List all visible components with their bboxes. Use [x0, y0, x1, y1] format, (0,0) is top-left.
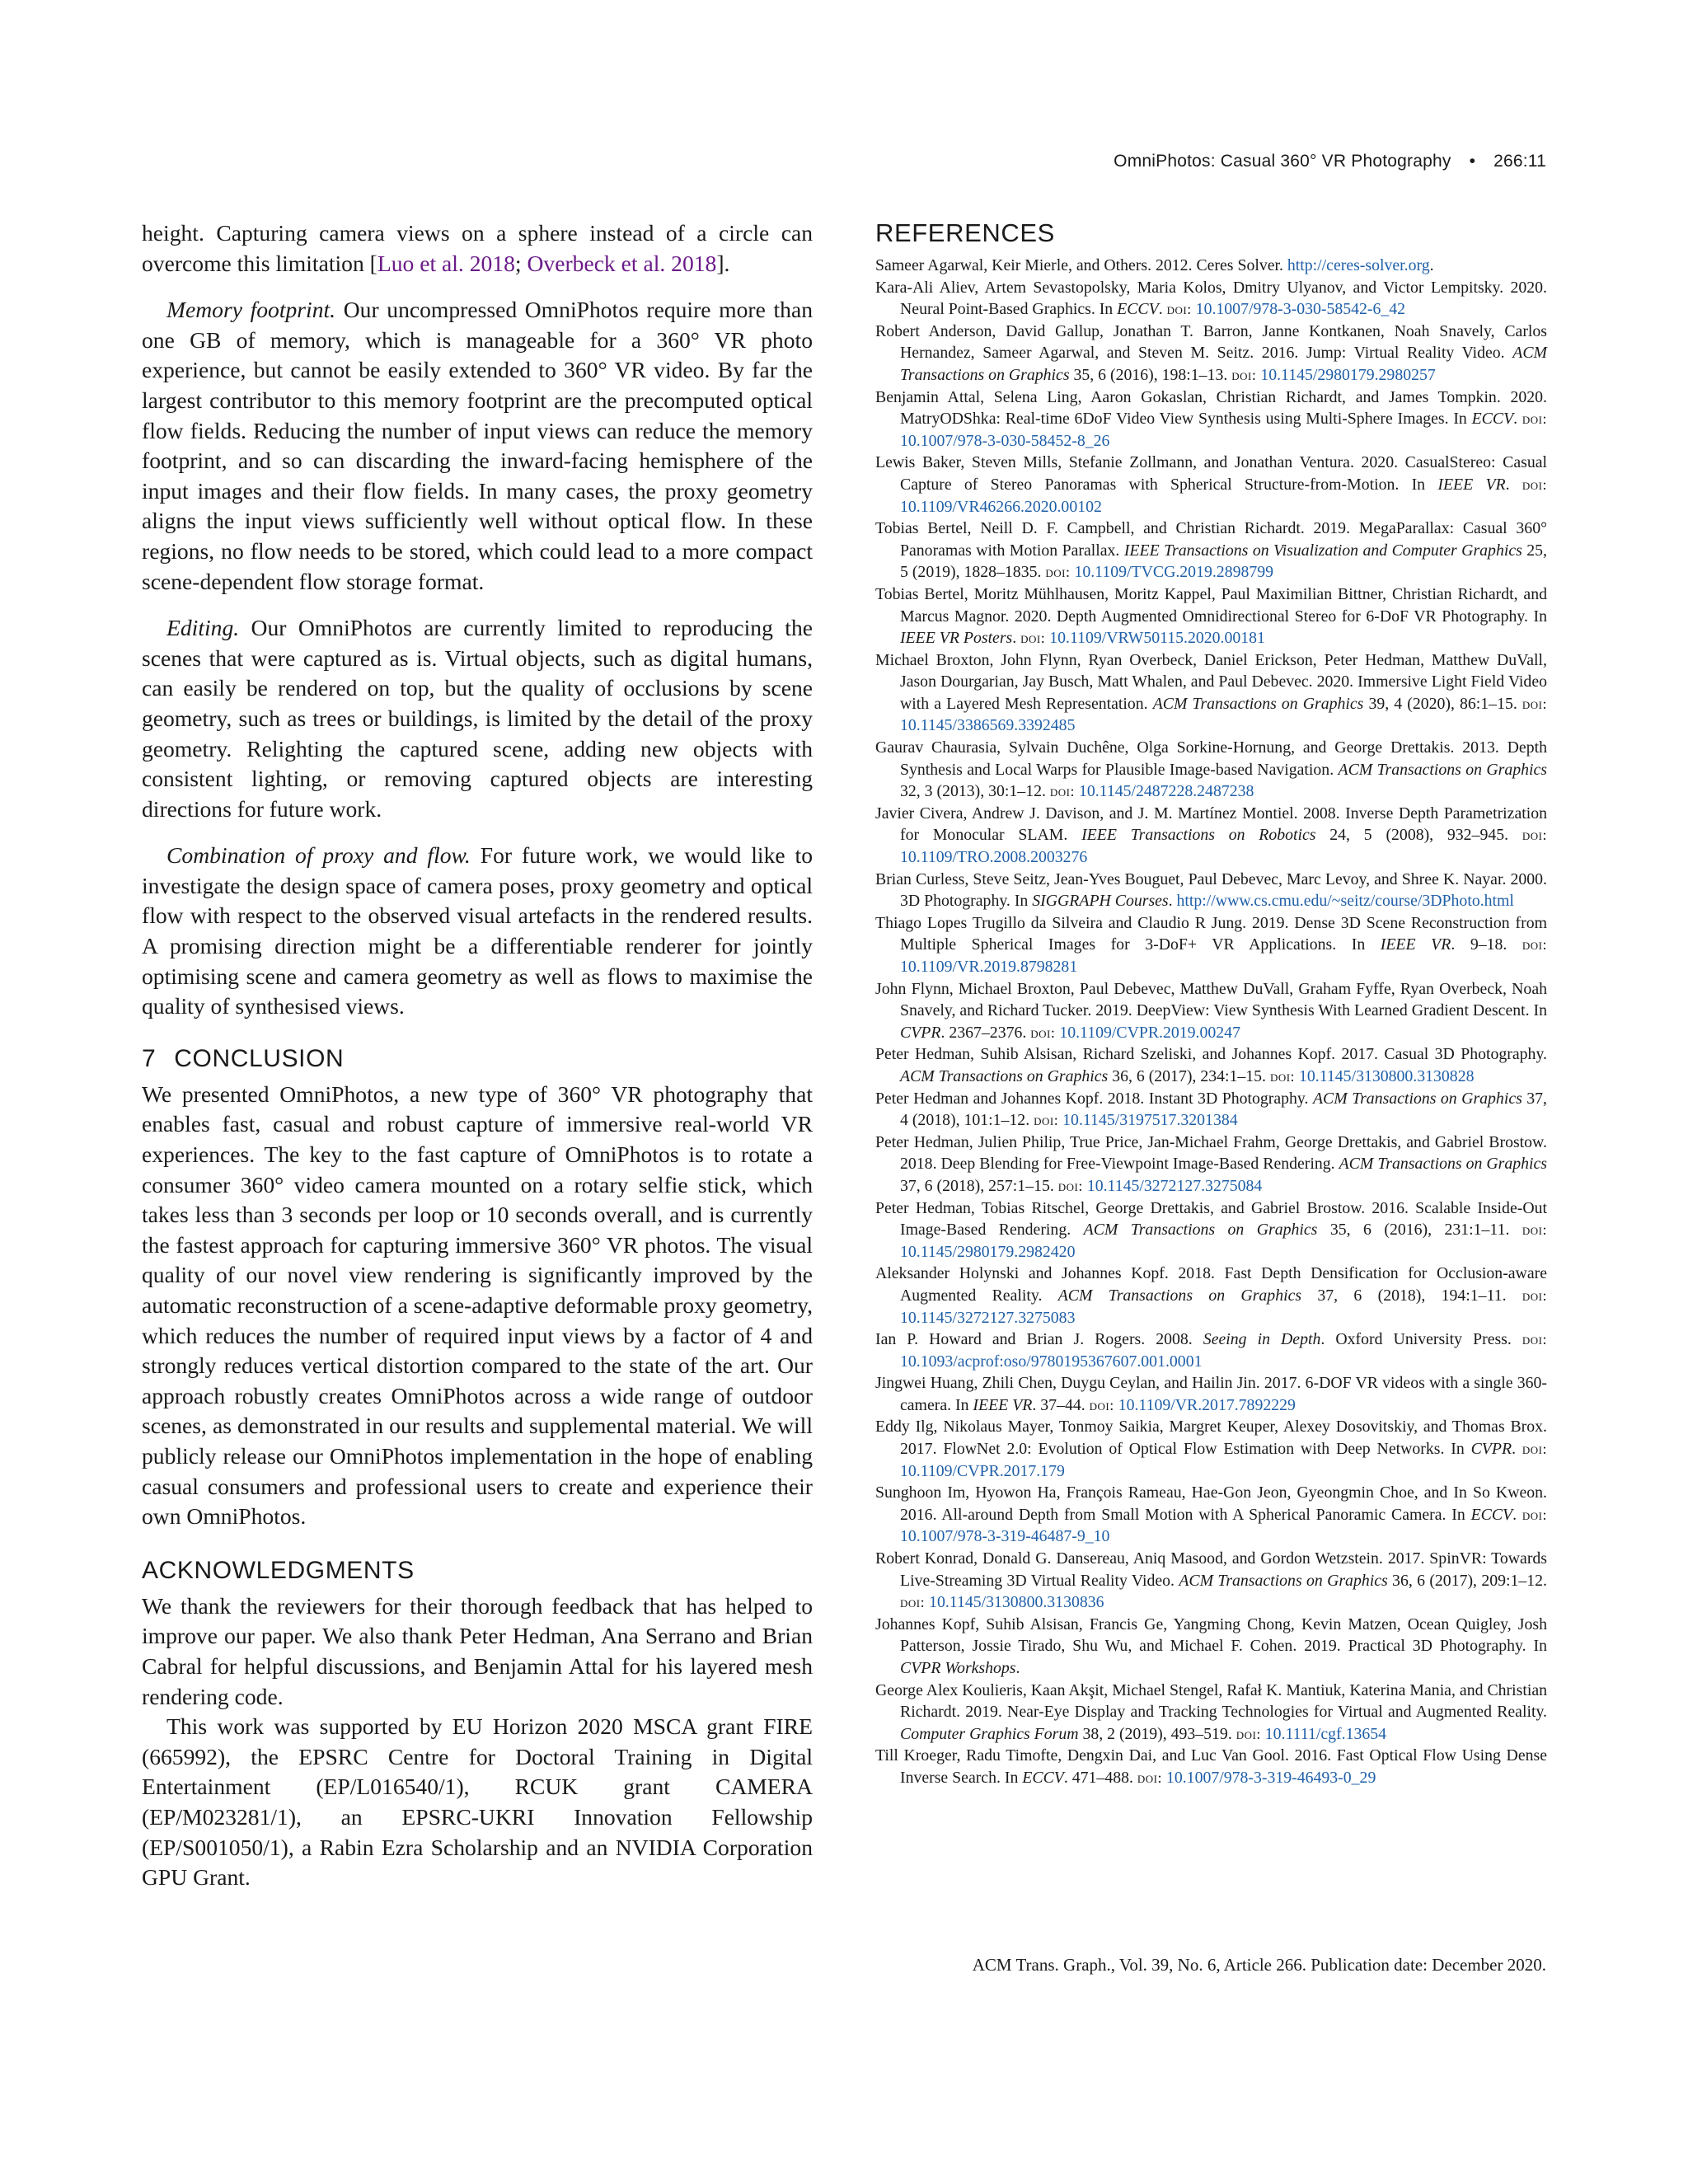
doi-label: doi: — [1522, 1286, 1547, 1304]
reference-entry — [875, 277, 1547, 321]
doi-link[interactable]: 10.1007/978-3-030-58452-8_26 — [900, 431, 1110, 450]
reference-text: Peter Hedman and Johannes Kopf. 2018. Instant 3D Photography. — [875, 1089, 1313, 1108]
reference-text: Sunghoon Im, Hyowon Ha, François Rameau, Hae-Gon Jeon, Gyeongmin Choe, and In So Kweon. 2016. All-around Depth from Small Motion with A Spherical Panoramic Camera. In — [875, 1483, 1547, 1524]
paragraph-memory-footprint: Memory footprint. Our uncompressed OmniPhotos require more than one GB of memory, which is manageable for a 360° VR photo experience, but cannot be easily extended to 360° VR video. By far the largest contributor to this memory footprint are the precomputed optical flow fields. Reducing the number of input views can reduce the memory footprint, and so can discarding the inward-facing hemisphere of the input images and their flow fields. In many cases, the proxy geometry aligns the input views sufficiently well without optical flow. In these regions, no flow needs to be stored, which could lead to a more compact scene-dependent flow storage format. — [142, 297, 813, 594]
reference-text: Till Kroeger, Radu Timofte, Dengxin Dai, and Luc Van Gool. 2016. Fast Optical Flow Using Dense Inverse Search. In — [875, 1746, 1547, 1787]
doi-link[interactable]: 10.1007/978-3-319-46487-9_10 — [900, 1527, 1110, 1546]
reference-entry — [875, 803, 1547, 869]
reference-list — [875, 255, 1547, 1789]
reference-text: Javier Civera, Andrew J. Davison, and J. M. Martínez Montiel. 2008. Inverse Depth Parametrization for Monocular SLAM. — [875, 804, 1547, 845]
reference-details: . 37–44. — [1032, 1395, 1085, 1414]
doi-label: doi: — [1236, 1725, 1261, 1742]
reference-details: 37, 6 (2018), 257:1–15. — [900, 1176, 1054, 1195]
runin-heading-editing: Editing. — [166, 615, 240, 641]
doi-link[interactable]: 10.1145/3272127.3275083 — [900, 1308, 1076, 1327]
left-column — [142, 218, 813, 1893]
reference-text: Peter Hedman, Julien Philip, True Price, Jan-Michael Frahm, George Drettakis, and Gabriel Brostow. 2018. Deep Blending for Free-Viewpoint Image-Based Rendering. — [875, 1132, 1547, 1174]
reference-venue: IEEE Transactions on Robotics — [1081, 826, 1316, 845]
reference-venue: IEEE VR — [973, 1395, 1033, 1414]
doi-link[interactable]: 10.1145/3130800.3130828 — [1299, 1066, 1475, 1085]
reference-venue: ACM Transactions on Graphics — [1083, 1221, 1318, 1240]
doi-label: doi: — [900, 1594, 926, 1611]
doi-link[interactable]: 10.1109/VRW50115.2020.00181 — [1049, 629, 1265, 648]
running-head-bullet: • — [1469, 152, 1476, 171]
reference-details: . — [1512, 1440, 1517, 1459]
section-heading-acknowledgments: ACKNOWLEDGMENTS — [142, 1556, 415, 1584]
reference-url-end: . — [1429, 256, 1434, 274]
paragraph-conclusion: We presented OmniPhotos, a new type of 360° VR photography that enables fast, casual and robust capture of immersive real-world VR experiences. The key to the fast capture of OmniPhotos is to rotate a consumer 360° video camera mounted on a rotary selfie stick, which takes less than 3 seconds per loop or 10 seconds overall, and is currently the fastest approach for capturing immersive 360° VR photos. The visual quality of our novel view rendering is significantly improved by the automatic reconstruction of a scene-adaptive deformable proxy geometry, which reduces the number of required input views by a factor of 4 and strongly reduces vertical distortion compared to the state of the art. Our approach robustly creates OmniPhotos across a wide range of outdoor scenes, as demonstrated in our results and supplemental material. We will publicly release our OmniPhotos implementation in the hope of enabling casual consumers and professional users to create and experience their own OmniPhotos. — [142, 1080, 813, 1530]
reference-venue: CVPR — [900, 1023, 941, 1042]
reference-venue: ECCV — [1117, 300, 1159, 319]
doi-link[interactable]: 10.1145/3386569.3392485 — [900, 716, 1076, 735]
reference-venue: ACM Transactions on Graphics — [1339, 1155, 1547, 1174]
paragraph-height: height. Capturing camera views on a sphere instead of a circle can overcome this limitation [Luo et al. 2018; Overbeck et al. 2018]. — [142, 220, 813, 276]
reference-text: Michael Broxton, John Flynn, Ryan Overbeck, Daniel Erickson, Peter Hedman, Matthew DuVall, Jason Dourgarian, Jay Busch, Matt Whalen, and Paul Debevec. 2020. Immersive Light Field Video with a Layered Mesh Representation. — [875, 650, 1547, 713]
reference-url-link[interactable]: http://www.cs.cmu.edu/~seitz/course/3DPhoto.html — [1176, 892, 1514, 911]
reference-entry — [875, 1088, 1547, 1132]
reference-text: Tobias Bertel, Neill D. F. Campbell, and Christian Richardt. 2019. MegaParallax: Casual 360° Panoramas with Motion Parallax. — [875, 519, 1547, 560]
doi-label: doi: — [1269, 1067, 1296, 1085]
page-number: 266:11 — [1493, 152, 1546, 171]
reference-venue: CVPR Workshops — [900, 1659, 1016, 1677]
reference-venue: ACM Transactions on Graphics — [1338, 760, 1547, 779]
doi-label: doi: — [1522, 827, 1547, 844]
doi-label: doi: — [1231, 366, 1257, 383]
citation-overbeck-2018[interactable]: Overbeck et al. 2018 — [527, 250, 717, 276]
reference-entry — [875, 1197, 1547, 1263]
reference-text: Johannes Kopf, Suhib Alsisan, Francis Ge, Yangming Chong, Kevin Matzen, Ocean Quigley, Josh Patterson, Jossie Tirado, Shu Wu, and Michael F. Cohen. 2019. Practical 3D Photography. In — [875, 1615, 1547, 1656]
reference-entry — [875, 1680, 1547, 1746]
reference-text: Kara-Ali Aliev, Artem Sevastopolsky, Maria Kolos, Dmitry Ulyanov, and Victor Lempitsky. 2020. Neural Point-Based Graphics. In — [875, 278, 1547, 319]
runin-heading-memory: Memory footprint. — [166, 297, 336, 323]
reference-venue: ECCV — [1471, 410, 1514, 429]
doi-link[interactable]: 10.1145/2487228.2487238 — [1078, 782, 1254, 801]
doi-link[interactable]: 10.1109/VR46266.2020.00102 — [900, 497, 1102, 516]
reference-entry — [875, 1416, 1547, 1482]
reference-text: Robert Konrad, Donald G. Dansereau, Aniq Masood, and Gordon Wetzstein. 2017. SpinVR: Towards Live-Streaming 3D Virtual Reality Video. — [875, 1549, 1547, 1590]
reference-venue: ECCV — [1022, 1768, 1064, 1787]
reference-venue: ACM Transactions on Graphics — [900, 1066, 1109, 1085]
reference-details: 37, 4 (2018), 101:1–12. — [900, 1089, 1548, 1130]
citation-luo-2018[interactable]: Luo et al. 2018 — [377, 250, 515, 276]
reference-details: . — [1012, 629, 1017, 648]
paragraph-acknowledgments-2: This work was supported by EU Horizon 2020 MSCA grant FIRE (665992), the EPSRC Centre for Doctoral Training in Digital Entertainment (EP/L016540/1), RCUK grant CAMERA (EP/M023281/1), an EPSRC-UKRI Innovation Fellowship (EP/S001050/1), a Rabin Ezra Scholarship and an NVIDIA Corporation GPU Grant. — [142, 1713, 813, 1891]
reference-text: Brian Curless, Steve Seitz, Jean-Yves Bouguet, Paul Debevec, Marc Levoy, and Shree K. Nayar. 2000. 3D Photography. In — [875, 869, 1547, 911]
reference-venue: ACM Transactions on Graphics — [1179, 1571, 1388, 1590]
reference-entry — [875, 869, 1547, 912]
reference-venue: IEEE VR — [1380, 935, 1451, 954]
doi-label: doi: — [1522, 1221, 1547, 1239]
doi-label: doi: — [1089, 1396, 1114, 1413]
reference-text: Benjamin Attal, Selena Ling, Aaron Gokaslan, Christian Richardt, and James Tompkin. 2020. MatryODShka: Real-time 6DoF Video View Synthesis using Multi-Sphere Images. In — [875, 387, 1547, 429]
doi-label: doi: — [1522, 1331, 1547, 1348]
doi-label: doi: — [1522, 476, 1547, 493]
reference-entry — [875, 1482, 1547, 1548]
reference-details: 36, 6 (2017), 234:1–15. — [1108, 1066, 1266, 1085]
reference-venue: ECCV — [1470, 1505, 1513, 1524]
reference-text: Sameer Agarwal, Keir Mierle, and Others. 2012. Ceres Solver. — [875, 256, 1287, 274]
reference-text: George Alex Koulieris, Kaan Akşit, Michael Stengel, Rafał K. Mantiuk, Katerina Mania, and Christian Richardt. 2019. Near-Eye Display and Tracking Technologies for Virtual and Augmented Reality. — [875, 1680, 1547, 1722]
doi-link[interactable]: 10.1109/CVPR.2017.179 — [900, 1461, 1065, 1480]
reference-details: 37, 6 (2018), 194:1–11. — [1301, 1286, 1507, 1305]
reference-entry — [875, 255, 1547, 277]
reference-text: Tobias Bertel, Moritz Mühlhausen, Moritz Kappel, Paul Maximilian Bittner, Christian Richardt, and Marcus Magnor. 2020. Depth Augmented Omnidirectional Stereo for 6-DoF VR Photography. In — [875, 584, 1547, 626]
reference-entry — [875, 912, 1547, 978]
reference-entry — [875, 1745, 1547, 1788]
doi-link[interactable]: 10.1145/3272127.3275084 — [1086, 1176, 1263, 1195]
doi-link[interactable]: 10.1109/VR.2017.7892229 — [1118, 1395, 1296, 1414]
doi-link[interactable]: 10.1145/3197517.3201384 — [1062, 1111, 1238, 1130]
reference-text: Gaurav Chaurasia, Sylvain Duchêne, Olga Sorkine-Hornung, and George Drettakis. 2013. Depth Synthesis and Local Warps for Plausible Image-based Navigation. — [875, 738, 1547, 779]
reference-text: Peter Hedman, Tobias Ritschel, George Drettakis, and Gabriel Brostow. 2016. Scalable Inside-Out Image-Based Rendering. — [875, 1198, 1547, 1240]
reference-entry — [875, 1548, 1547, 1614]
section-number: 7 — [142, 1044, 157, 1072]
reference-venue: Seeing in Depth — [1203, 1330, 1321, 1349]
reference-details: . — [1513, 410, 1518, 429]
doi-link[interactable]: 10.1109/TVCG.2019.2898799 — [1074, 563, 1274, 582]
reference-details: . — [1158, 300, 1163, 319]
doi-label: doi: — [1045, 564, 1071, 581]
doi-label: doi: — [1020, 630, 1046, 647]
doi-link[interactable]: 10.1093/acprof:oso/9780195367607.001.0001 — [900, 1352, 1203, 1371]
doi-link[interactable]: 10.1109/TRO.2008.2003276 — [900, 848, 1088, 867]
references-heading: REFERENCES — [875, 218, 1055, 247]
reference-venue: ACM Transactions on Graphics — [1312, 1089, 1522, 1108]
reference-details: . — [1015, 1659, 1020, 1677]
right-column — [875, 218, 1547, 1789]
doi-link[interactable]: 10.1111/cgf.13654 — [1264, 1724, 1387, 1743]
reference-text: Peter Hedman, Suhib Alsisan, Richard Szeliski, and Johannes Kopf. 2017. Casual 3D Photography. — [875, 1045, 1547, 1064]
reference-entry — [875, 321, 1547, 387]
reference-venue: IEEE VR — [1437, 475, 1506, 494]
doi-link[interactable]: 10.1109/CVPR.2019.00247 — [1059, 1023, 1240, 1042]
reference-text: John Flynn, Michael Broxton, Paul Debevec, Matthew DuVall, Graham Fyffe, Ryan Overbeck, Noah Snavely, and Richard Tucker. 2019. DeepView: View Synthesis With Learned Gradient Descent. In — [875, 979, 1547, 1020]
reference-details: . 2367–2376. — [940, 1023, 1027, 1042]
doi-label: doi: — [1522, 1506, 1547, 1523]
reference-details: 25, 5 (2019), 1828–1835. — [900, 541, 1547, 582]
doi-label: doi: — [1166, 301, 1192, 318]
doi-link[interactable]: 10.1007/978-3-030-58542-6_42 — [1195, 300, 1406, 319]
reference-details: . — [1168, 892, 1177, 911]
reference-entry — [875, 649, 1547, 737]
reference-details: . Oxford University Press. — [1320, 1330, 1512, 1349]
reference-details: . 471–488. — [1063, 1768, 1133, 1787]
reference-text: Aleksander Holynski and Johannes Kopf. 2018. Fast Depth Densification for Occlusion-aware Augmented Reality. — [875, 1264, 1547, 1305]
doi-label: doi: — [1057, 1177, 1083, 1194]
doi-label: doi: — [1049, 783, 1075, 800]
reference-text: Robert Anderson, David Gallup, Jonathan T. Barron, Janne Kontkanen, Noah Snavely, Carlos Hernandez, Sameer Agarwal, and Steven M. Seitz. 2016. Jump: Virtual Reality Video. — [875, 321, 1547, 363]
reference-entry — [875, 737, 1547, 803]
reference-venue: ACM Transactions on Graphics — [1152, 694, 1364, 713]
reference-url-link[interactable]: http://ceres-solver.org — [1287, 256, 1430, 274]
reference-details: . — [1512, 1505, 1517, 1524]
reference-entry — [875, 387, 1547, 452]
section-heading-conclusion: 7 CONCLUSION — [142, 1044, 345, 1072]
reference-entry — [875, 583, 1547, 649]
reference-entry — [875, 978, 1547, 1044]
reference-details: 35, 6 (2016), 198:1–13. — [1069, 365, 1228, 384]
doi-label: doi: — [1137, 1769, 1162, 1786]
reference-details: 24, 5 (2008), 932–945. — [1315, 826, 1509, 845]
reference-entry — [875, 1263, 1547, 1329]
reference-venue: ACM Transactions on Graphics — [900, 344, 1547, 384]
doi-link[interactable]: 10.1109/VR.2019.8798281 — [900, 958, 1078, 976]
doi-link[interactable]: 10.1007/978-3-319-46493-0_29 — [1165, 1768, 1376, 1787]
reference-venue: IEEE VR Posters — [900, 629, 1013, 648]
doi-link[interactable]: 10.1145/2980179.2980257 — [1260, 365, 1436, 384]
reference-details: 35, 6 (2016), 231:1–11. — [1317, 1221, 1510, 1240]
reference-text: Ian P. Howard and Brian J. Rogers. 2008. — [875, 1330, 1203, 1349]
reference-venue: SIGGRAPH Courses — [1032, 892, 1169, 911]
doi-link[interactable]: 10.1145/2980179.2982420 — [900, 1242, 1076, 1261]
reference-details: 36, 6 (2017), 209:1–12. — [1387, 1571, 1548, 1590]
doi-label: doi: — [1522, 695, 1547, 712]
reference-text: Eddy Ilg, Nikolaus Mayer, Tonmoy Saikia, Margret Keuper, Alexey Dosovitskiy, and Thomas Brox. 2017. FlowNet 2.0: Evolution of Optical Flow Estimation with Deep Networks. In — [875, 1418, 1547, 1459]
paragraph-combination: Combination of proxy and flow. For future work, we would like to investigate the design space of camera poses, proxy geometry and optical flow with respect to the observed visual artefacts in the rendered results. A promising direction might be a differentiable renderer for jointly optimising scene and camera geometry as well as flows to maximise the quality of synthesised views. — [142, 842, 814, 1019]
runin-heading-combination: Combination of proxy and flow. — [166, 842, 471, 869]
reference-text: Thiago Lopes Trugillo da Silveira and Claudio R Jung. 2019. Dense 3D Scene Reconstruction from Multiple Spherical Images for 3-DoF+ VR Applications. In — [875, 913, 1547, 954]
reference-details: 39, 4 (2020), 86:1–15. — [1363, 694, 1517, 713]
running-head — [1114, 152, 1546, 171]
reference-details: 38, 2 (2019), 493–519. — [1078, 1724, 1232, 1743]
reference-entry — [875, 1329, 1547, 1372]
reference-entry — [875, 1132, 1547, 1197]
reference-venue: IEEE Transactions on Visualization and Computer Graphics — [1123, 541, 1522, 560]
paragraph-editing: Editing. Our OmniPhotos are currently limited to reproducing the scenes that were captured as is. Virtual objects, such as digital humans, can easily be rendered on top, but the quality of occlusions by scene geometry, such as trees or buildings, is limited by the detail of the proxy geometry. Relighting the captured scene, adding new objects with consistent lighting, or removing captured objects are interesting directions for future work. — [142, 615, 813, 822]
reference-entry — [875, 1614, 1547, 1680]
doi-label: doi: — [1522, 936, 1548, 954]
reference-text: Lewis Baker, Steven Mills, Stefanie Zollmann, and Jonathan Ventura. 2020. CasualStereo: Casual Capture of Stereo Panoramas with Spherical Structure-from-Motion. In — [875, 453, 1547, 494]
reference-text: Jingwei Huang, Zhili Chen, Duygu Ceylan, and Hailin Jin. 2017. 6-DOF VR videos with a single 360-camera. In — [875, 1374, 1547, 1414]
reference-details: . — [1505, 475, 1510, 494]
running-head-title: OmniPhotos: Casual 360° VR Photography — [1114, 152, 1451, 171]
reference-entry — [875, 452, 1547, 518]
paragraph-acknowledgments-1: We thank the reviewers for their thorough feedback that has helped to improve our paper. We also thank Peter Hedman, Ana Serrano and Brian Cabral for helpful discussions, and Benjamin Attal for his layered mesh rendering code. — [142, 1592, 813, 1709]
doi-label: doi: — [1030, 1024, 1056, 1041]
reference-entry — [875, 518, 1547, 583]
doi-label: doi: — [1522, 1441, 1547, 1458]
reference-details: . 9–18. — [1451, 935, 1507, 954]
reference-venue: Computer Graphics Forum — [900, 1724, 1079, 1743]
reference-entry — [875, 1043, 1547, 1087]
footer-publication-info: ACM Trans. Graph., Vol. 39, No. 6, Article 266. Publication date: December 2020. — [972, 1955, 1546, 1975]
reference-venue: ACM Transactions on Graphics — [1057, 1286, 1302, 1305]
doi-label: doi: — [1034, 1112, 1059, 1129]
reference-details: 32, 3 (2013), 30:1–12. — [900, 782, 1046, 801]
doi-label: doi: — [1522, 410, 1547, 428]
reference-entry — [875, 1372, 1547, 1416]
doi-link[interactable]: 10.1145/3130800.3130836 — [929, 1593, 1104, 1612]
reference-venue: CVPR — [1470, 1440, 1512, 1459]
